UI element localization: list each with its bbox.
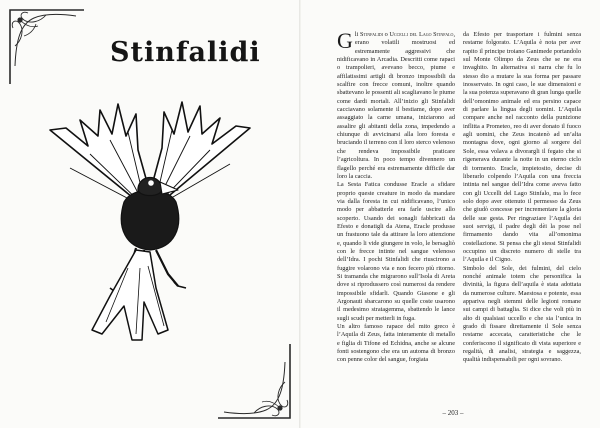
- page-number: – 203 –: [442, 409, 464, 417]
- body-paragraph: Un altro famoso rapace del mito greco è l’Aquila di Zeus, fatta interamente di metallo e figlia di Tifone ed Echidna, anche se alcune fonti sostengono che era un automa di bronzo con penne color del sangue, forgiata: [337, 323, 455, 364]
- left-page: [0, 0, 299, 428]
- body-paragraph: da Efesto per trasportare i fulmini senza restarne folgorato. L’Aquila è nota per aver rapito il principe troiano Ganimede portandolo sul Monte Olimpo da Zeus che se ne era invaghito. In alternativa si narra che fu lo stesso dio a mutare la sua forma per passare inosservato. In ogni caso, le sue dimensioni e la sua potenza superavano di gran lunga quelle dell’omonimo animale ed era persino capace di parlare la lingua degli uomini. L’Aquila compare anche nel racconto della punizione inflitta a Prometeo, reo di aver donato il fuoco agli uomini, che Zeus incatenò ad un’alta montagna dove, ogni giorno al sorgere del Sole, essa volava a divorargli il fegato che si rigenerava durante la notte in un eterno ciclo di tormento. Eracle, impietosito, decise di liberarlo colpendo l’Aquila con una freccia intinta nel sangue dell’Idra come aveva fatto con gli Uccelli del Lago Stinfalo, ma lo fece solo dopo aver ottenuto il permesso da Zeus che giudò concesse per incrementare la gloria delle sue gesta. Per ringraziare l’Aquila dei suoi servigi, il padre degli dèi la pose nel firmamento dando vita all’omonima costellazione. Si pensa che gli stessi Stinfalidi occupino un discreto numero di stelle tra l’Aquila e il Cigno.: [463, 31, 581, 264]
- page-title: Stinfalidi: [110, 37, 261, 68]
- corner-flourish-top-left-icon: [6, 6, 86, 86]
- body-paragraph: La Sesta Fatica condusse Eracle a sfidare proprio queste creature in modo da mandare via dalla foresta in cui nidificavano, l’unico modo per abbatterle era farle uscire allo scoperto. Usando dei sonagli fabbricati da Efesto e donatigli da Atena, Eracle produsse un frastuono tale da attirare la loro attenzione e, quando li vide giungere in volo, le bersagliò con le frecce intinte nel sangue velenoso dell’Idra. I pochi Stinfalidi che riuscirono a fuggire volarono via e non fecero più ritorno. Si tramanda che migrarono sull’Isola di Areta dove si riprodussero così numerosi da rendere impossibile sfidarli. Quando Giasone e gli Argonauti sbarcarono su quelle coste usarono il medesimo stratagemma, sbattendo le lance sugli scudi per metterli in fuga.: [337, 181, 455, 322]
- drop-cap: G: [337, 28, 353, 53]
- text-column-2: [463, 31, 581, 365]
- body-paragraph: Simbolo del Sole, dei fulmini, del cielo nonché animale totem che personifica la divinità, la figura dell’aquila è stata adottata da numerose culture. Maestosa e potente, essa appariva negli stemmi delle legioni romane sui campi di battaglia. Si dice che voli più in alto di qualsiasi uccello e che sia l’unica in grado di fissare direttamente il Sole senza restarne accecata, caratteristiche che le conferiscono il significato di vista superiore e regalità, di analisi, strategia e saggezza, qualità indispensabili per ogni sovrano.: [463, 264, 581, 364]
- term-uccelli-lago: Uccelli del Lago Stinfalo: [389, 31, 454, 38]
- corner-flourish-bottom-right-icon: [216, 342, 294, 422]
- stymphalian-bird-illustration: [40, 90, 260, 370]
- right-page: [301, 0, 600, 428]
- intro-paragraph: Gli Stinfalidi o Uccelli del Lago Stinfalo, erano volatili mostruosi ed estremamente aggressivi che nidificavano in Arcadia. Descritti come rapaci o trampolieri, avevano becco, piume e affilatissimi artigli di bronzo impossibili da scalfire con frecce comuni, inoltre quando sbattevano le possenti ali scagliavano le piume come dardi mortali. All’inizio gli Stinfalidi cacciavano solamente il bestiame, dopo aver assaggiato la carne umana, iniziarono ad assalire gli abitanti della zona, impedendo a chiunque di avvicinarsi alla loro foresta e bruciando il terreno con il loro sterco velenoso che rendeva impossibile praticare l’agricoltura. In poco tempo divennero un flagello perché era estremamente difficile dar loro la caccia.: [337, 28, 456, 180]
- term-stinfalidi: Stinfalidi: [360, 31, 383, 38]
- text-column-1: [337, 28, 456, 365]
